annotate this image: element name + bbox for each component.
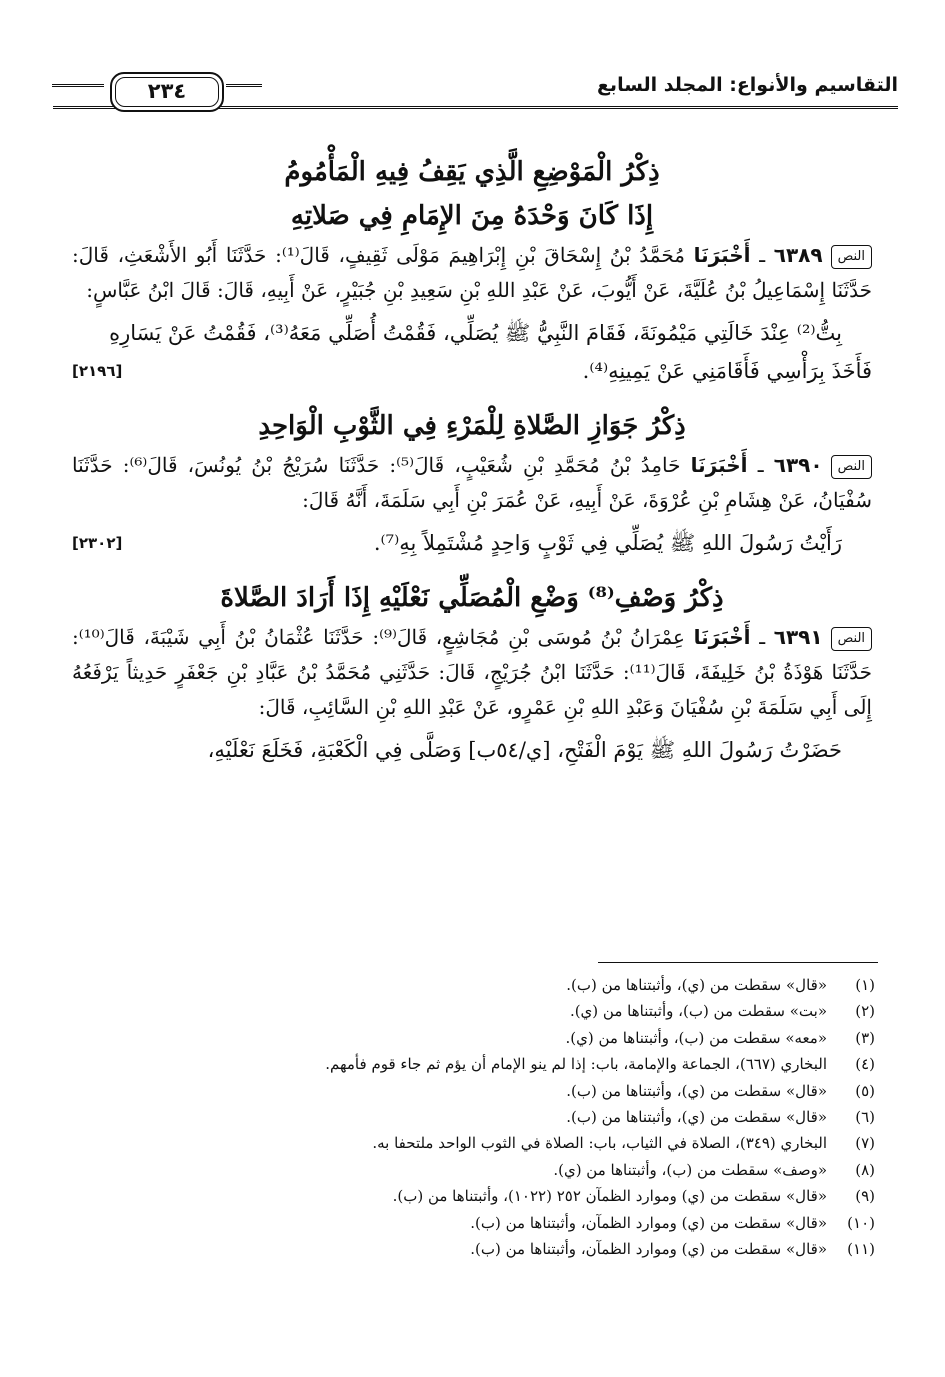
- footnote: [65, 1104, 875, 1130]
- hadith-isnad: النص٦٣٩٠ ـ أَخْبَرَنَا حَامِدُ بْنُ مُحَمَّدِ بْنِ شُعَيْبٍ، قَالَ⁽⁵⁾: حَدَّثَنَا سُرَيْجُ بْنُ يُونُسَ، قَالَ⁽⁶⁾: حَدَّثَنَا سُفْيَانُ، عَنْ هِشَامِ بْنِ عُرْوَةَ، عَنْ أَبِيهِ، عَنْ عُمَرَ بْنِ أَبِي سَلَمَةَ، أَنَّهُ قَالَ:: [72, 453, 872, 512]
- section-heading: [72, 404, 872, 448]
- section-heading: [72, 150, 872, 238]
- hadith-reference: [٢١٩٦]: [72, 362, 123, 380]
- hadith-number: ٦٣٨٩: [773, 243, 823, 267]
- heading-line: إِذَا كَانَ وَحْدَهُ مِنَ الإِمَامِ فِي صَلاتِهِ: [290, 201, 654, 231]
- header-ornament-left: [52, 84, 104, 87]
- footnotes: [65, 972, 875, 1262]
- matn-text: رَأَيْتُ رَسُولَ اللهِ ﷺ يُصَلِّي فِي ثَوْبٍ وَاحِدٍ مُشْتَمِلاً بِهِ⁽⁷⁾.: [373, 531, 842, 555]
- footnote-text: «قال» سقطت من (ي)، وأثبتناها من (ب).: [566, 976, 827, 994]
- footnote: [65, 998, 875, 1024]
- footnote-text: «قال» سقطت من (ي)، وأثبتناها من (ب).: [566, 1108, 827, 1127]
- akhbarana-word: أَخْبَرَنَا: [690, 453, 748, 477]
- isnad-text: عِمْرَانُ بْنُ مُوسَى بْنِ مُجَاشِعٍ، قَالَ⁽⁹⁾: حَدَّثَنَا عُثْمَانُ بْنُ أَبِي شَيْبَةَ، قَالَ⁽¹⁰⁾: حَدَّثَنَا هَوْذَةُ بْنُ خَلِيفَةَ، قَالَ⁽¹¹⁾: حَدَّثَنَا ابْنُ جُرَيْجٍ، قَالَ: حَدَّثَنِي مُحَمَّدُ بْنُ عَبَّادِ بْنِ جَعْفَرٍ حَدِيثاً يَرْفَعُهُ إِلَى أَبِي سَلَمَةَ بْنِ سُفْيَانَ وَعَبْدِ اللهِ بْنِ عَمْرٍو، عَنْ عَبْدِ اللهِ بْنِ السَّائِبِ، قَالَ:: [72, 625, 873, 719]
- footnote-text: «معه» سقطت من (ب)، وأثبتناها من (ي).: [565, 1028, 827, 1047]
- footnote-text: «وصف» سقطت من (ب)، وأثبتناها من (ي).: [553, 1160, 827, 1179]
- footnote-number: (٣): [855, 1028, 875, 1047]
- running-title: التقاسيم والأنواع: المجلد السابع: [596, 74, 898, 96]
- footnote-text: البخاري (٦٦٧)، الجماعة والإمامة، باب: إذا لم ينو الإمام أن يؤم ثم جاء قوم فأمهم.: [325, 1055, 827, 1074]
- hadith-isnad: النص٦٣٩١ ـ أَخْبَرَنَا عِمْرَانُ بْنُ مُوسَى بْنِ مُجَاشِعٍ، قَالَ⁽⁹⁾: حَدَّثَنَا عُثْمَانُ بْنُ أَبِي شَيْبَةَ، قَالَ⁽¹⁰⁾: حَدَّثَنَا هَوْذَةُ بْنُ خَلِيفَةَ، قَالَ⁽¹¹⁾: حَدَّثَنَا ابْنُ جُرَيْجٍ، قَالَ: حَدَّثَنِي مُحَمَّدُ بْنُ عَبَّادِ بْنِ جَعْفَرٍ حَدِيثاً يَرْفَعُهُ إِلَى أَبِي سَلَمَةَ بْنِ سُفْيَانَ وَعَبْدِ اللهِ بْنِ عَمْرٍو، عَنْ عَبْدِ اللهِ بْنِ السَّائِبِ، قَالَ:: [72, 625, 873, 719]
- footnote: [65, 972, 875, 998]
- footnote: [65, 1130, 875, 1156]
- footnote-number: (٢): [855, 1002, 875, 1021]
- matn-text: حَضَرْتُ رَسُولَ اللهِ ﷺ يَوْمَ الْفَتْحِ، [ي/٥٤ب] وَصَلَّى فِي الْكَعْبَةِ، فَخَلَعَ نَعْلَيْهِ،: [207, 738, 842, 762]
- footnote: [65, 1183, 875, 1209]
- hadith-reference: [٢٣٠٢]: [72, 534, 123, 552]
- nass-badge: النص: [831, 627, 872, 651]
- footnote-text: «قال» سقطت من (ي) وموارد الظمآن، وأثبتناها من (ب).: [470, 1240, 827, 1259]
- page-number: ٢٣٤: [110, 72, 224, 112]
- heading-line: ذِكْرُ وَصْفِ⁽⁸⁾ وَضْعِ الْمُصَلِّي نَعْلَيْهِ إِذَا أَرَادَ الصَّلاةَ: [220, 583, 724, 613]
- nass-badge: النص: [831, 245, 872, 269]
- isnad-text: حَامِدُ بْنُ مُحَمَّدِ بْنِ شُعَيْبٍ، قَالَ⁽⁵⁾: حَدَّثَنَا سُرَيْجُ بْنُ يُونُسَ، قَالَ⁽⁶⁾: حَدَّثَنَا سُفْيَانُ، عَنْ هِشَامِ بْنِ عُرْوَةَ، عَنْ أَبِيهِ، عَنْ عُمَرَ بْنِ أَبِي سَلَمَةَ، أَنَّهُ قَالَ:: [72, 453, 872, 512]
- footnote-text: «قال» سقطت من (ي)، وأثبتناها من (ب).: [566, 1081, 827, 1100]
- hadith-number: ٦٣٩١: [773, 625, 823, 649]
- hadith-matn: [72, 524, 872, 562]
- footnote-text: «قال» سقطت من (ي) وموارد الظمآن، وأثبتناها من (ب).: [470, 1213, 827, 1232]
- footnote-number: (٦): [855, 1108, 875, 1127]
- footnote-number: (٩): [855, 1187, 875, 1206]
- footnote-number: (١): [855, 976, 875, 994]
- footnote-number: (٥): [855, 1081, 875, 1100]
- footnote-number: (٨): [855, 1160, 875, 1179]
- footnote-text: «قال» سقطت من (ي) وموارد الظمآن ٢٥٢ (١٠٢٢)، وأثبتناها من (ب).: [392, 1187, 827, 1206]
- hadith-matn: [72, 314, 872, 390]
- footnote: [65, 1236, 875, 1262]
- footnote: [65, 1157, 875, 1183]
- section-heading: [72, 576, 872, 620]
- footnote-number: (١٠): [847, 1213, 875, 1232]
- hadith-number: ٦٣٩٠: [773, 453, 823, 477]
- footnote-text: «بت» سقطت من (ب)، وأثبتناها من (ي).: [569, 1002, 827, 1021]
- footnote-text: البخاري (٣٤٩)، الصلاة في الثياب، باب: الصلاة في الثوب الواحد ملتحفا به.: [372, 1134, 827, 1153]
- footnote: [65, 1051, 875, 1077]
- footnote: [65, 1025, 875, 1051]
- heading-line: ذِكْرُ الْمَوْضِعِ الَّذِي يَقِفُ فِيهِ الْمَأْمُومُ: [284, 157, 660, 187]
- akhbarana-word: أَخْبَرَنَا: [693, 243, 751, 267]
- page-header: [52, 70, 898, 112]
- page-body: [72, 150, 872, 769]
- nass-badge: النص: [831, 455, 872, 479]
- header-ornament-right: [226, 84, 262, 87]
- isnad-text: مُحَمَّدُ بْنُ إِسْحَاقَ بْنِ إِبْرَاهِيمَ مَوْلَى ثَقِيفٍ، قَالَ⁽¹⁾: حَدَّثَنَا أَبُو الأَشْعَثِ، قَالَ: حَدَّثَنَا إِسْمَاعِيلُ بْنُ عُلَيَّةَ، عَنْ أَيُّوبَ، عَنْ عَبْدِ اللهِ بْنِ سَعِيدِ بْنِ جُبَيْرٍ، عَنْ أَبِيهِ، قَالَ: قَالَ ابْنُ عَبَّاسٍ:: [72, 243, 872, 302]
- matn-text: بِتُّ⁽²⁾ عِنْدَ خَالَتِي مَيْمُونَةَ، فَقَامَ النَّبِيُّ ﷺ يُصَلِّي، فَقُمْتُ أُصَلِّي مَعَهُ⁽³⁾، فَقُمْتُ عَنْ يَسَارِهِ فَأَخَذَ بِرَأْسِي فَأَقَامَنِي عَنْ يَمِينِهِ⁽⁴⁾.: [109, 321, 872, 383]
- footnote-number: (١١): [847, 1240, 875, 1259]
- akhbarana-word: أَخْبَرَنَا: [693, 625, 751, 649]
- heading-line: ذِكْرُ جَوَازِ الصَّلاةِ لِلْمَرْءِ فِي الثَّوْبِ الْوَاحِدِ: [258, 411, 686, 441]
- hadith-matn: [72, 731, 872, 769]
- footnote-rule: [598, 962, 878, 963]
- hadith-isnad: النص٦٣٨٩ ـ أَخْبَرَنَا مُحَمَّدُ بْنُ إِسْحَاقَ بْنِ إِبْرَاهِيمَ مَوْلَى ثَقِيفٍ، قَالَ⁽¹⁾: حَدَّثَنَا أَبُو الأَشْعَثِ، قَالَ: حَدَّثَنَا إِسْمَاعِيلُ بْنُ عُلَيَّةَ، عَنْ أَيُّوبَ، عَنْ عَبْدِ اللهِ بْنِ سَعِيدِ بْنِ جُبَيْرٍ، عَنْ أَبِيهِ، قَالَ: قَالَ ابْنُ عَبَّاسٍ:: [72, 243, 872, 302]
- footnote: [65, 1078, 875, 1104]
- footnote-number: (٧): [855, 1134, 875, 1153]
- footnote: [65, 1210, 875, 1236]
- footnote-number: (٤): [855, 1055, 875, 1074]
